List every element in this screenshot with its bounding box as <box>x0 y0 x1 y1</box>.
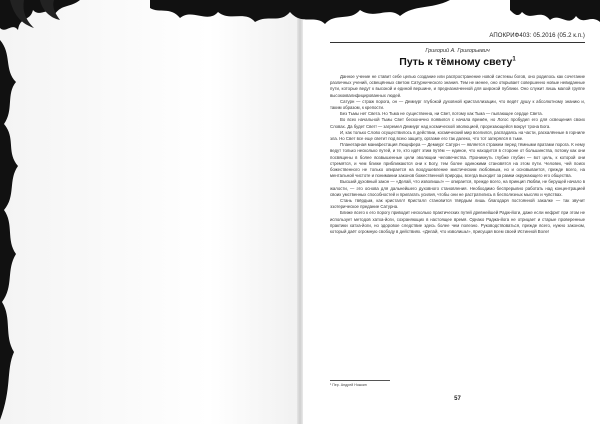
ornament-top-right-icon <box>510 0 600 30</box>
article-title-text: Путь к тёмному свету <box>399 56 513 68</box>
page-number: 57 <box>454 396 461 402</box>
article-title <box>330 56 585 68</box>
paragraph: Без Тьмы нет Света. Но Тьма не существенна, ни Свет, потому как Тьма — пылающее сердце Света. <box>340 111 543 117</box>
title-footnote-mark[interactable]: 1 <box>512 56 516 63</box>
paragraph: Стань твёрдым, как кристалл! Кристалл становится твёрдым лишь благодаря постоянной закалке — так звучит эзотерическое предание Сатурна. <box>330 198 585 210</box>
paragraph: И, как только Слово осуществилось в действии, космический мир вселился, распадаясь на части, раскалённые в горниле зла. Но Свет все еще светит под всею защиту, оргазме его так далеко, что тот затерялся в тьме. <box>330 129 585 142</box>
paragraph: Планетарная манифестация Люцифера — Демиург Сатурн — является стражем перед тёмными вратами порога. К нему ведут только несколько путей, и те, кто идёт этим путём — единое, что находится в стороне от большинства, потому как они посвящены в более возвышенные цели эволюции человечества. Проникнуть глубже глубин — вот цель, к которой они стремятся, и чем ближе приближаются они к Богу, тем более одинокими становятся на этом пути. Человек, чей поиск божественного не только опирается на воодушевление мистическим любовным, но и основывается, прежде всего, на ментальной чистоте и понимании законов божественной природы, всегда выходит за рамки окружающего его общества. <box>330 142 585 179</box>
footnote: ¹ Пер. Андрей Ножкин <box>330 383 367 387</box>
ornament-top-center-icon <box>150 0 450 28</box>
paragraph: Ближе всего к его порогу приводит несколько практических путей древнейшей Радж-йоги, даже если нефрит при этом не использует методов хатха-йоги, сохраняющих в настоящее время. Однако Раджа-йога не отрицает и старые проверенные практики хатха-йоги, но здоровое следствие здесь более чем полезно. Руководствоваться, прежде всего, нужно законом, который даёт огромную свободу в действиях. «Делай, что изволишь!», присущая всем своей Истинной Воле! <box>330 210 585 235</box>
paragraph: Данное учение не ставит себе целью создание или распространение новой системы богов, оно родилось как сочетание различных учений, освещённых светом Сатурнического знания. Тем не менее, оно открывает совершенно новые невиданные пути, которые ведут к высокой и единой вершине, и предназначенной для широкой публики. Оно служит лишь малой группе высококвалифицированных людей. <box>330 74 585 98</box>
footnote-divider <box>330 380 390 381</box>
article-author: Григорий А. Григорьевич <box>425 48 490 54</box>
paragraph: Сатурн — страж порога, он — Демиург глубокой духовной кристаллизации, что ведёт душу к абсолютному знанию и, таким образом, к крепости. <box>330 98 585 111</box>
left-page <box>0 0 299 424</box>
paragraph: Высший духовный закон — «Делай, что изволишь!» — опирается, прежде всего, на принцип Любви, не берущей начало в жалости, — это основа для дальнейшего духовного становления. Необходимо беспрерывно работать над концентрацией своих умственных способностей и прилагать усилия, чтобы они не растратились в бесполезных мыслях и чувствах. <box>330 179 585 197</box>
header-divider <box>330 42 585 43</box>
article-body <box>330 74 585 235</box>
running-head: АПОКРИФ403: 05.2016 (05.2 к.п.) <box>489 33 585 39</box>
ornament-left-edge-icon <box>0 40 40 420</box>
paragraph: Во всех начальной Тьмы Свет бесконечно появился с начала времён, но Логос пробудил его для освещения своих Словах. Да будет Свет! — загремел Демиург над космической эволюцией, прорезающейся вокруг трона Бога. <box>330 117 585 129</box>
